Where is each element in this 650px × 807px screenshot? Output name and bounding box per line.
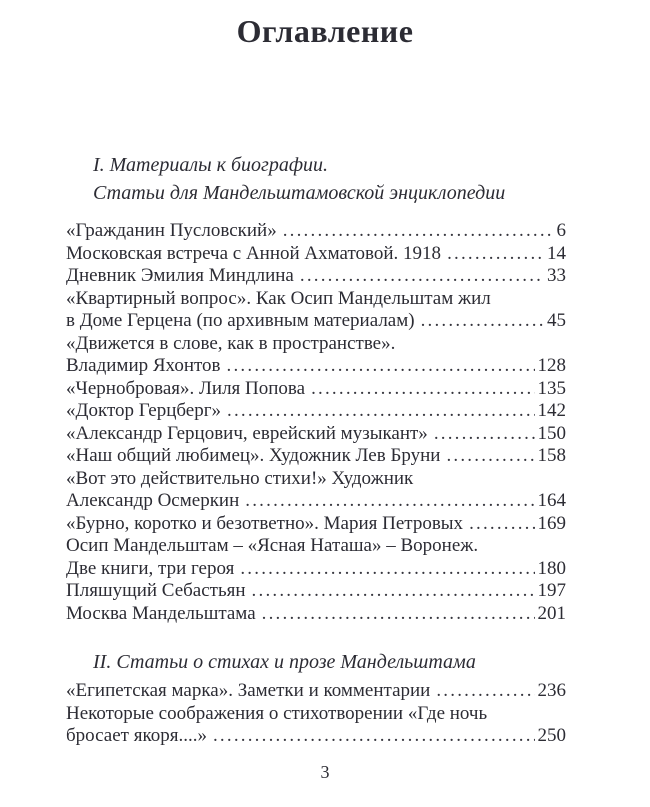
dot-leader: [436, 680, 534, 703]
dot-leader: [447, 243, 544, 266]
toc-entry: [66, 445, 566, 468]
toc-entry: [66, 400, 566, 423]
toc-section-2: [66, 680, 566, 748]
toc-entry-page: 150: [537, 422, 566, 444]
dot-leader: [213, 725, 535, 748]
toc-entry-title: Осип Мандельштам – «Ясная Наташа» – Воронеж.: [66, 535, 479, 556]
toc-entry: [66, 333, 566, 356]
toc-entry-title: Две книги, три героя: [66, 557, 235, 579]
dot-leader: [283, 220, 554, 243]
toc-entry: [66, 535, 566, 558]
toc-section-1: [66, 220, 566, 625]
toc-entry: [66, 378, 566, 401]
toc-entry-title: Некоторые соображения о стихотворении «Где ночь: [66, 702, 488, 724]
toc-entry: [66, 423, 566, 446]
dot-leader: [227, 400, 534, 423]
toc-entry-title: «Доктор Герцберг»: [66, 400, 222, 421]
toc-entry-title: «Чернобровая». Лиля Попова: [66, 377, 306, 399]
dot-leader: [300, 265, 544, 288]
section-heading-line: Статьи для Мандельштамовской энциклопедии: [93, 182, 506, 204]
page-title: Оглавление: [236, 13, 414, 49]
dot-leader: [227, 355, 535, 378]
section-heading-line: I. Материалы к биографии.: [93, 154, 329, 176]
toc-entry-title: «Вот это действительно стихи!» Художник: [66, 467, 414, 489]
toc-entry-title: Дневник Эмилия Миндлина: [66, 265, 294, 286]
toc-entry-page: 201: [537, 602, 566, 624]
toc-entry-page: 169: [537, 512, 566, 534]
dot-leader: [469, 513, 534, 536]
toc-entry: [66, 288, 566, 311]
toc-entry: [66, 220, 566, 243]
toc-entry-page: 164: [537, 490, 566, 511]
dot-leader: [240, 558, 534, 581]
toc-entry-title: в Доме Герцена (по архивным материалам): [66, 310, 415, 331]
dot-leader: [311, 378, 534, 401]
toc-entry-page: 142: [537, 400, 566, 421]
toc-entry-title: «Гражданин Пусловский»: [66, 220, 277, 241]
toc-entry-title: бросает якоря....»: [66, 725, 207, 746]
toc-entry: [66, 310, 566, 333]
toc-entry-page: 250: [537, 725, 566, 746]
toc-entry: [66, 265, 566, 288]
toc-entry-title: Александр Осмеркин: [66, 490, 240, 511]
section-heading-2: [93, 648, 566, 676]
toc-entry: [66, 725, 566, 748]
toc-entry: [66, 243, 566, 266]
dot-leader: [421, 310, 544, 333]
toc-entry-title: «Бурно, коротко и безответно». Мария Петровых: [66, 512, 464, 534]
toc-entry: [66, 703, 566, 726]
toc-entry: [66, 468, 566, 491]
toc-entry-title: «Наш общий любимец». Художник Лев Бруни: [66, 445, 441, 466]
toc-entry-title: Пляшущий Себастьян: [66, 580, 246, 601]
toc-entry-page: 6: [556, 220, 566, 241]
toc-entry-title: «Квартирный вопрос». Как Осип Мандельштам жил: [66, 287, 491, 309]
dot-leader: [262, 603, 535, 626]
toc-entry-title: Владимир Яхонтов: [66, 355, 221, 376]
section-heading-line: II. Статьи о стихах и прозе Мандельштама: [93, 651, 476, 673]
toc-entry-page: 180: [537, 557, 566, 579]
toc-entry-page: 14: [547, 242, 566, 264]
toc-entry-title: «Движется в слове, как в пространстве».: [66, 332, 396, 354]
dot-leader: [245, 490, 534, 513]
toc-entry-title: «Египетская марка». Заметки и комментарии: [66, 680, 431, 701]
section-heading-1: [93, 151, 566, 207]
toc-entry-page: 45: [547, 310, 566, 331]
dot-leader: [434, 423, 535, 446]
dot-leader: [252, 580, 535, 603]
toc-entry-page: 236: [537, 680, 566, 701]
dot-leader: [446, 445, 534, 468]
toc-entry-page: 33: [547, 265, 566, 286]
toc-entry: [66, 580, 566, 603]
toc-entry-page: 197: [537, 580, 566, 601]
page-number: 3: [320, 762, 330, 782]
toc-entry: [66, 603, 566, 626]
toc-entry: [66, 355, 566, 378]
toc-entry: [66, 558, 566, 581]
toc-entry-title: Московская встреча с Анной Ахматовой. 1918: [66, 242, 442, 264]
toc-entry: [66, 513, 566, 536]
toc-entry-title: «Александр Герцович, еврейский музыкант»: [66, 422, 428, 444]
toc-entry-page: 135: [537, 377, 566, 399]
toc-entry-title: Москва Мандельштама: [66, 602, 256, 624]
toc-entry: [66, 680, 566, 703]
toc-entry-page: 158: [537, 445, 566, 466]
toc-entry-page: 128: [537, 355, 566, 376]
toc-entry: [66, 490, 566, 513]
